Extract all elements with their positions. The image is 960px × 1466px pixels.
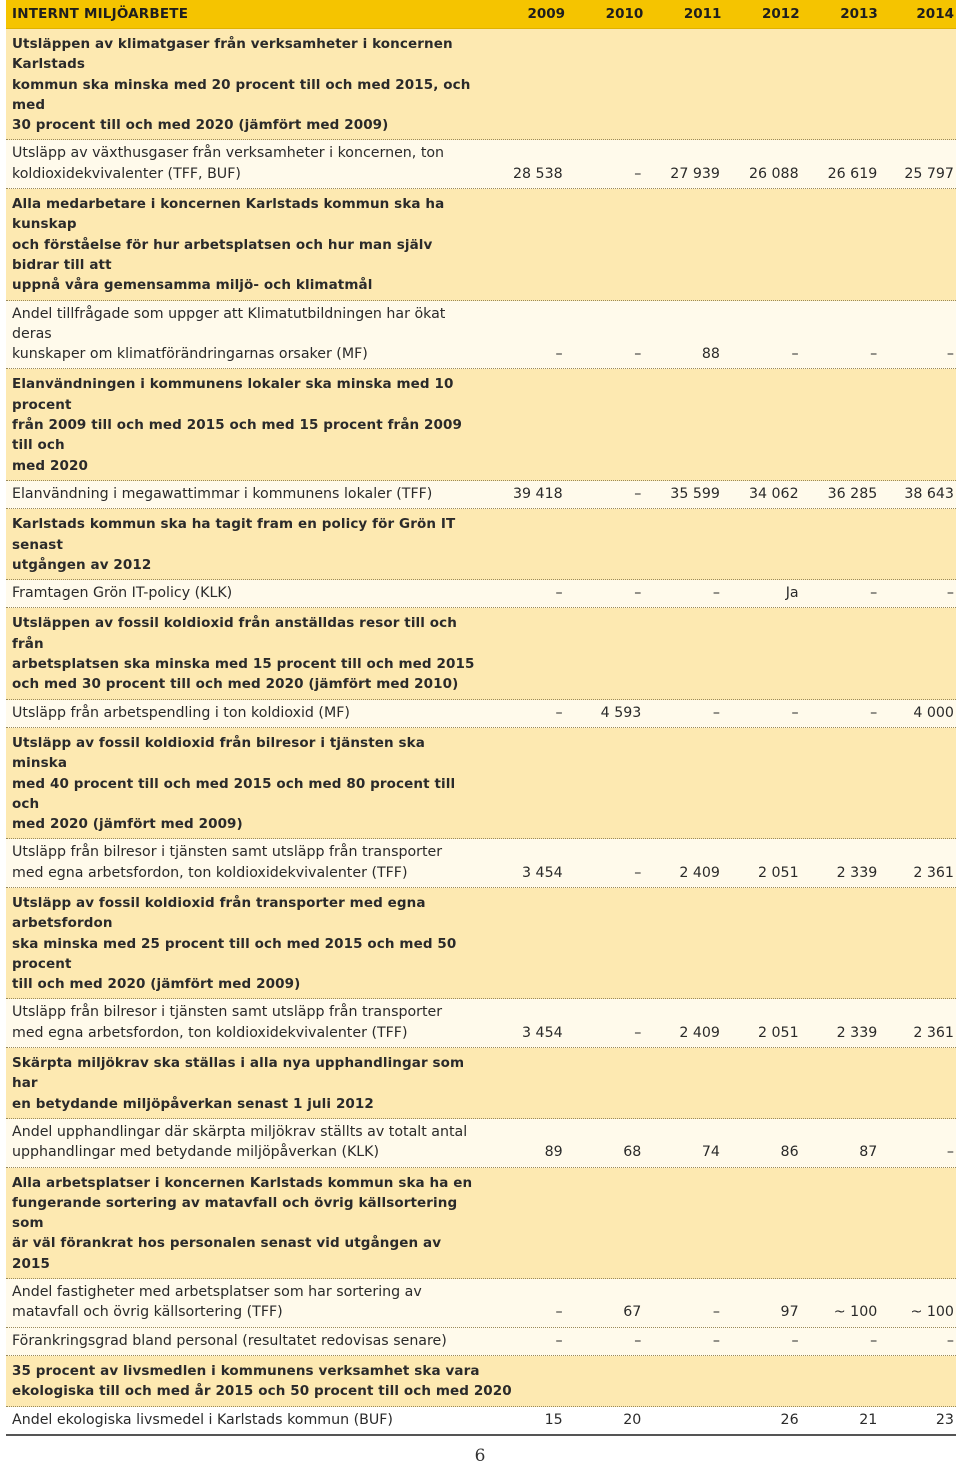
value-cell: 3 454 [522, 1024, 563, 1041]
value-cell: 23 [935, 1411, 954, 1428]
indicator-label [6, 1282, 484, 1323]
value-cell: 38 643 [904, 485, 954, 502]
indicator-line: med egna arbetsfordon, ton koldioxidekvivalenter (TFF) [12, 864, 408, 881]
value-cell: 26 088 [748, 165, 799, 182]
value-cell: 15 [544, 1411, 563, 1428]
goal-row [6, 1356, 956, 1407]
value-cell: 26 619 [827, 165, 878, 182]
value-cell: – [634, 346, 642, 363]
year-header: 2011 [683, 6, 722, 22]
goal-row [6, 888, 956, 999]
value-cell: 2 339 [836, 1024, 878, 1041]
goal-row [6, 1168, 956, 1279]
goal-line: Utsläpp av fossil koldioxid från transporter med egna arbetsfordon [12, 894, 426, 932]
value-cell: – [870, 346, 878, 363]
value-cell: 3 454 [522, 864, 563, 881]
goal-row [6, 189, 956, 300]
indicator-label [6, 1410, 484, 1430]
indicator-line: Utsläpp från bilresor i tjänsten samt utsläpp från transporter [12, 1004, 443, 1021]
value-cell: 88 [701, 346, 720, 363]
value-cell: 2 409 [679, 864, 720, 881]
value-cell: 34 062 [748, 485, 799, 502]
goal-line: och med 30 procent till och med 2020 (jämfört med 2010) [12, 676, 459, 693]
goal-text [12, 514, 482, 575]
goal-line: Alla arbetsplatser i koncernen Karlstads kommun ska ha en [12, 1174, 473, 1191]
indicator-line: Framtagen Grön IT-policy (KLK) [12, 585, 233, 602]
indicator-label [6, 304, 484, 365]
goal-line: med 40 procent till och med 2015 och med 80 procent till och [12, 775, 456, 812]
indicator-row [6, 481, 956, 509]
table-header-row [6, 0, 956, 29]
goal-text [12, 733, 482, 834]
value-cell: – [712, 1304, 720, 1321]
goal-line: Karlstads kommun ska ha tagit fram en policy för Grön IT senast [12, 516, 456, 553]
value-cell: 2 409 [679, 1024, 720, 1041]
value-cell: – [634, 1332, 642, 1349]
indicator-line: kunskaper om klimatförändringarnas orsaker (MF) [12, 346, 368, 363]
indicator-line: matavfall och övrig källsortering (TFF) [12, 1304, 283, 1321]
indicator-line: Utsläpp från arbetspendling i ton koldioxid (MF) [12, 704, 350, 721]
value-cell: 2 051 [757, 864, 799, 881]
goal-text [12, 1053, 482, 1114]
value-cell: – [555, 585, 563, 602]
indicator-label [6, 703, 484, 723]
value-cell: 4 000 [913, 704, 954, 721]
indicator-row [6, 999, 956, 1048]
value-cell: – [712, 704, 720, 721]
value-cell: 39 418 [512, 485, 563, 502]
value-cell: 2 051 [757, 1024, 799, 1041]
value-cell: – [946, 585, 954, 602]
goal-line: Alla medarbetare i koncernen Karlstads kommun ska ha kunskap [12, 196, 445, 233]
indicator-label [6, 583, 484, 603]
value-cell: – [634, 485, 642, 502]
value-cell: 36 285 [827, 485, 878, 502]
indicator-line: Elanvändning i megawattimmar i kommunens lokaler (TFF) [12, 485, 433, 502]
value-cell: – [634, 585, 642, 602]
goal-line: Utsläppen av klimatgaser från verksamheter i koncernen Karlstads [12, 36, 453, 73]
value-cell: 27 939 [670, 165, 720, 182]
goal-text [12, 34, 482, 135]
value-cell: – [946, 346, 954, 363]
year-header: 2009 [527, 6, 566, 22]
value-cell: 87 [859, 1144, 878, 1161]
indicator-label [6, 143, 484, 184]
goal-line: en betydande miljöpåverkan senast 1 juli 2012 [12, 1095, 374, 1112]
goal-row [6, 509, 956, 580]
value-cell: ~ 100 [910, 1304, 954, 1321]
value-cell: 2 361 [913, 1024, 954, 1041]
indicator-line: Andel tillfrågade som uppger att Klimatutbildningen har ökat deras [12, 305, 446, 342]
goal-row [6, 728, 956, 839]
goal-row [6, 29, 956, 140]
value-cell: 74 [701, 1144, 720, 1161]
value-cell: 68 [623, 1144, 642, 1161]
goal-text [12, 194, 482, 295]
indicator-row [6, 140, 956, 189]
goal-line: med 2020 (jämfört med 2009) [12, 816, 243, 833]
indicator-label [6, 1122, 484, 1163]
indicator-line: Utsläpp från bilresor i tjänsten samt utsläpp från transporter [12, 844, 443, 861]
goal-line: och förståelse för hur arbetsplatsen och hur man själv bidrar till att [12, 236, 433, 273]
indicator-line: med egna arbetsfordon, ton koldioxidekvivalenter (TFF) [12, 1024, 408, 1041]
indicator-row [6, 301, 956, 370]
goal-text [12, 1361, 532, 1402]
goal-text [12, 374, 482, 475]
goal-text [12, 1173, 482, 1274]
table-body [6, 29, 956, 1436]
value-cell: – [870, 1332, 878, 1349]
indicator-row [6, 580, 956, 608]
indicator-row [6, 700, 956, 728]
value-cell: – [555, 346, 563, 363]
value-cell: 2 339 [836, 864, 878, 881]
value-cell: – [712, 585, 720, 602]
indicator-line: upphandlingar med betydande miljöpåverkan (KLK) [12, 1144, 380, 1161]
goal-line: Skärpta miljökrav ska ställas i alla nya upphandlingar som har [12, 1055, 465, 1092]
value-cell: – [870, 585, 878, 602]
goal-text [12, 613, 482, 694]
value-cell: 97 [780, 1304, 799, 1321]
year-header: 2014 [916, 6, 954, 22]
goal-row [6, 1048, 956, 1119]
goal-line: ekologiska till och med år 2015 och 50 procent till och med 2020 [12, 1383, 512, 1400]
value-cell: – [946, 1332, 954, 1349]
goal-text [12, 893, 482, 994]
goal-line: arbetsplatsen ska minska med 15 procent till och med 2015 [12, 656, 475, 673]
indicator-row [6, 1279, 956, 1328]
value-cell: 67 [623, 1304, 642, 1321]
indicator-label [6, 1002, 484, 1043]
indicator-line: Andel ekologiska livsmedel i Karlstads kommun (BUF) [12, 1411, 393, 1428]
goal-line: ska minska med 25 procent till och med 2015 och med 50 procent [12, 935, 457, 972]
goal-line: 35 procent av livsmedlen i kommunens verksamhet ska vara [12, 1362, 480, 1379]
goal-line: kommun ska minska med 20 procent till och med 2015, och med [12, 76, 471, 113]
value-cell: 86 [780, 1144, 799, 1161]
value-cell: – [555, 1304, 563, 1321]
value-cell: – [791, 346, 799, 363]
value-cell: – [791, 704, 799, 721]
goal-row [6, 608, 956, 699]
goal-line: med 2020 [12, 457, 88, 474]
page-number: 6 [474, 1446, 486, 1466]
indicator-row [6, 839, 956, 888]
value-cell: 25 797 [904, 165, 954, 182]
year-header: 2010 [605, 6, 644, 22]
goal-line: fungerande sortering av matavfall och övrig källsortering som [12, 1194, 458, 1232]
value-cell: – [791, 1332, 799, 1349]
value-cell: 4 593 [600, 704, 642, 721]
value-cell: 26 [780, 1411, 799, 1428]
indicator-label [6, 1331, 484, 1351]
value-cell: – [946, 1144, 954, 1161]
goal-line: 30 procent till och med 2020 (jämfört med 2009) [12, 117, 389, 134]
indicator-row [6, 1119, 956, 1168]
value-cell: 89 [544, 1144, 563, 1161]
goal-line: från 2009 till och med 2015 och med 15 procent från 2009 till och [12, 417, 463, 454]
indicator-line: koldioxidekvivalenter (TFF, BUF) [12, 165, 241, 182]
value-cell: – [870, 704, 878, 721]
indicator-line: Utsläpp av växthusgaser från verksamheter i koncernen, ton [12, 145, 445, 162]
value-cell: 2 361 [913, 864, 954, 881]
goal-line: utgången av 2012 [12, 556, 152, 573]
indicator-row [6, 1407, 956, 1436]
indicator-line: Andel upphandlingar där skärpta miljökrav ställts av totalt antal [12, 1123, 468, 1140]
value-cell: ~ 100 [833, 1304, 878, 1321]
value-cell: – [555, 1332, 563, 1349]
year-header: 2012 [762, 6, 800, 22]
goal-line: Utsläpp av fossil koldioxid från bilresor i tjänsten ska minska [12, 734, 425, 772]
value-cell: Ja [785, 585, 799, 602]
goal-line: är väl förankrat hos personalen senast vid utgången av 2015 [12, 1235, 442, 1272]
indicator-label [6, 484, 484, 504]
value-cell: – [634, 864, 642, 881]
value-cell: – [634, 165, 642, 182]
indicator-line: Förankringsgrad bland personal (resultatet redovisas senare) [12, 1332, 447, 1349]
goal-line: Elanvändningen i kommunens lokaler ska minska med 10 procent [12, 376, 454, 413]
value-cell: – [712, 1332, 720, 1349]
value-cell: – [634, 1024, 642, 1041]
value-cell: 21 [859, 1411, 878, 1428]
indicator-label [6, 842, 484, 883]
value-cell: 28 538 [512, 165, 563, 182]
goal-line: uppnå våra gemensamma miljö- och klimatmål [12, 277, 373, 294]
miljo-table [6, 0, 956, 1436]
indicator-row [6, 1328, 956, 1356]
year-header: 2013 [840, 6, 878, 22]
value-cell: 35 599 [670, 485, 720, 502]
table-title: INTERNT MILJÖARBETE [12, 6, 189, 22]
value-cell: – [555, 704, 563, 721]
value-cell: 20 [623, 1411, 642, 1428]
goal-row [6, 369, 956, 480]
goal-line: Utsläppen av fossil koldioxid från anställdas resor till och från [12, 615, 457, 652]
goal-line: till och med 2020 (jämfört med 2009) [12, 976, 301, 993]
indicator-line: Andel fastigheter med arbetsplatser som har sortering av [12, 1284, 422, 1301]
